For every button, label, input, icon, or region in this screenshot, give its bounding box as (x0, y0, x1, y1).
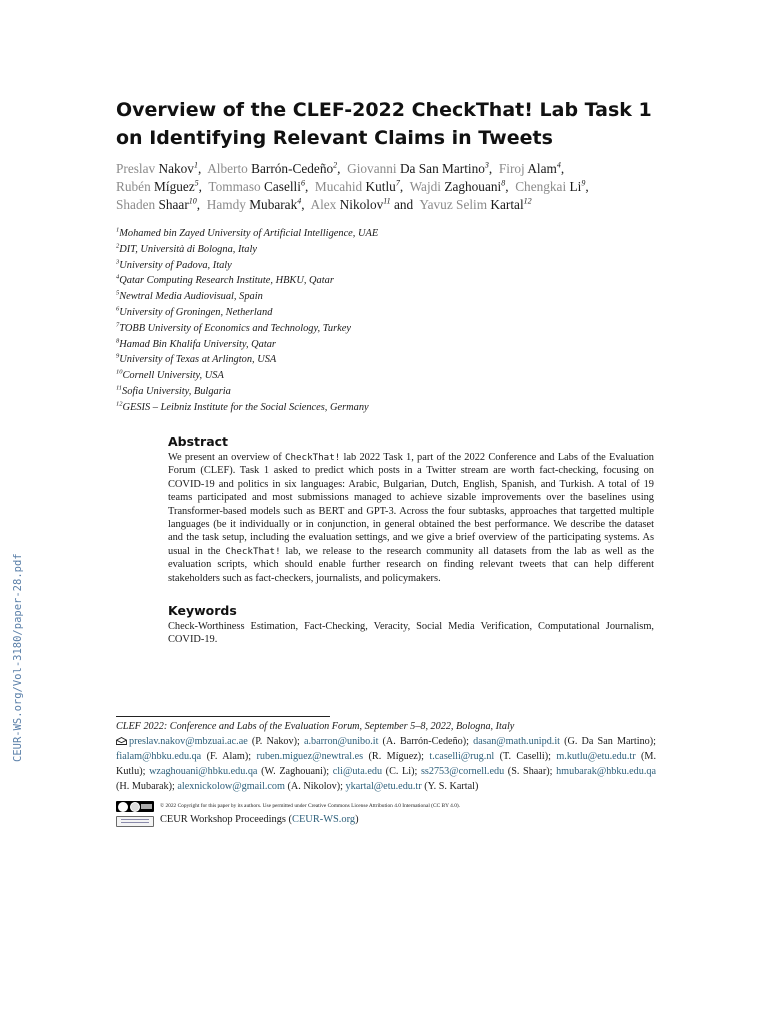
author-given-name: Shaden (116, 197, 156, 212)
author-line (116, 160, 676, 178)
email-link[interactable]: ykartal@etu.edu.tr (345, 780, 422, 792)
side-stamp-link[interactable]: CEUR-WS.org/Vol-3180/paper-28.pdf (12, 553, 24, 762)
author (116, 161, 207, 176)
affiliation-number: 1 (116, 226, 120, 234)
email-link[interactable]: preslav.nakov@mbzuai.ac.ae (129, 735, 248, 747)
author-affiliation-mark: 4 (297, 196, 302, 206)
author-family-name: Mubarak (249, 197, 298, 212)
author-given-name: Wajdi (409, 179, 441, 194)
email-link[interactable]: fialam@hbku.edu.qa (116, 750, 202, 762)
affiliation-text: Newtral Media Audiovisual, Spain (119, 291, 263, 303)
author-family-name: Zaghouani (444, 179, 502, 194)
affiliation (116, 226, 676, 242)
author-family-name: Nikolov (339, 197, 384, 212)
affiliation (116, 289, 676, 305)
affiliation-text: University of Groningen, Netherland (119, 306, 273, 318)
author-given-name: Rubén (116, 179, 151, 194)
author (207, 161, 347, 176)
author-affiliation-mark: 10 (188, 196, 197, 206)
affiliation (116, 273, 676, 289)
ceur-link[interactable]: CEUR-WS.org (292, 814, 356, 825)
author (347, 161, 499, 176)
author (116, 197, 207, 212)
email-owner: (Y. S. Kartal) (421, 780, 479, 792)
copyright-text: © 2022 Copyright for this paper by its authors. Use permitted under Creative Commons License Attribution 4.0 International (CC BY 4.0). (160, 803, 461, 809)
email-link[interactable]: dasan@math.unipd.it (473, 735, 561, 747)
author-affiliation-mark: 9 (581, 178, 586, 188)
affiliation-text: DIT, Università di Bologna, Italy (119, 243, 258, 255)
affiliation-number: 7 (116, 321, 120, 329)
affiliation-number: 2 (116, 242, 120, 250)
affiliation (116, 305, 676, 321)
author-affiliation-mark: 3 (484, 160, 489, 170)
author (310, 197, 419, 212)
ceur-logo-icon (116, 816, 154, 827)
affiliation-number: 12 (116, 400, 123, 408)
email-owner: (R. Míguez); (363, 750, 430, 762)
email-owner: (C. Li); (382, 765, 421, 777)
affiliation-text: Cornell University, USA (122, 370, 224, 382)
affiliation (116, 258, 676, 274)
author-family-name: Alam (527, 161, 557, 176)
ceur-close: ) (355, 814, 359, 825)
author-family-name: Kutlu (365, 179, 396, 194)
affiliation (116, 384, 676, 400)
author-family-name: Caselli (264, 179, 301, 194)
email-link[interactable]: hmubarak@hbku.edu.qa (556, 765, 656, 777)
affiliation-list (116, 226, 676, 416)
by-icon (130, 802, 140, 812)
email-link[interactable]: ss2753@cornell.edu (420, 765, 505, 777)
author-affiliation-mark: 4 (556, 160, 561, 170)
title-line-1: Overview of the CLEF-2022 CheckThat! Lab Task 1 (116, 99, 652, 121)
email-link[interactable]: alexnickolow@gmail.com (177, 780, 285, 792)
author-separator: , (399, 179, 410, 194)
abstract-part-3: lab, we release to the research community all datasets from the lab as well as the evaluation scripts, which should enable further research on finding relevant tweets that can help different stakeholders such as fact-checkers, journalists, and policymakers. (168, 545, 654, 584)
author-affiliation-mark: 2 (333, 160, 338, 170)
cc-icon (118, 802, 128, 812)
affiliation-text: GESIS – Leibniz Institute for the Social Sciences, Germany (122, 401, 369, 413)
abstract-lab-name-2: CheckThat! (225, 545, 281, 557)
affiliation-text: Qatar Computing Research Institute, HBKU, Qatar (119, 275, 334, 287)
affiliation-text: University of Texas at Arlington, USA (119, 354, 277, 366)
author (207, 197, 311, 212)
author-family-name: Nakov (158, 161, 194, 176)
affiliation (116, 368, 676, 384)
affiliation (116, 352, 676, 368)
author-list (116, 160, 676, 214)
author-affiliation-mark: 1 (193, 160, 198, 170)
email-owner: (G. Da San Martino); (560, 735, 657, 747)
abstract-heading: Abstract (168, 434, 229, 449)
email-owner: (S. Shaar); (504, 765, 557, 777)
affiliation-number: 3 (116, 258, 120, 266)
author-separator: , (304, 179, 315, 194)
author-given-name: Alex (310, 197, 337, 212)
footnote (116, 720, 656, 795)
email-owner: (H. Mubarak); (116, 780, 178, 792)
author (208, 179, 315, 194)
affiliation (116, 242, 676, 258)
author (419, 197, 531, 212)
author-separator: , (337, 161, 348, 176)
author (315, 179, 410, 194)
keywords-text: Check-Worthiness Estimation, Fact-Checking, Veracity, Social Media Verification, Computational Journalism, COVID-19. (168, 621, 654, 646)
author-affiliation-mark: 12 (523, 196, 532, 206)
author (515, 179, 588, 194)
author-affiliation-mark: 6 (300, 178, 305, 188)
affiliation-text: Sofia University, Bulgaria (122, 385, 231, 397)
affiliation (116, 321, 676, 337)
author-affiliation-mark: 7 (395, 178, 400, 188)
author-separator: , (560, 161, 565, 176)
email-link[interactable]: t.caselli@rug.nl (429, 750, 495, 762)
email-link[interactable]: m.kutlu@etu.edu.tr (556, 750, 636, 762)
author-line (116, 178, 676, 196)
abstract-part-1: We present an overview of (168, 452, 285, 463)
author-affiliation-mark: 5 (194, 178, 199, 188)
affiliation-number: 10 (116, 368, 123, 376)
author-given-name: Firoj (498, 161, 525, 176)
author-family-name: Shaar (158, 197, 189, 212)
author (499, 161, 564, 176)
author-separator: , (505, 179, 516, 194)
author-family-name: Li (569, 179, 582, 194)
affiliation-text: Mohamed bin Zayed University of Artificial Intelligence, UAE (119, 228, 379, 239)
author-given-name: Alberto (207, 161, 248, 176)
affiliation (116, 400, 676, 416)
author-given-name: Mucahid (314, 179, 363, 194)
email-link[interactable]: ruben.miguez@newtral.es (256, 750, 364, 762)
email-owner: (T. Caselli); (494, 750, 557, 762)
author-affiliation-mark: 11 (383, 196, 391, 206)
affiliation-text: University of Padova, Italy (119, 259, 232, 271)
affiliation-number: 6 (116, 305, 120, 313)
email-link[interactable]: cli@uta.edu (332, 765, 383, 777)
email-owner: (A. Nikolov); (284, 780, 346, 792)
conference-note: CLEF 2022: Conference and Labs of the Evaluation Forum, September 5–8, 2022, Bologna, Italy (116, 721, 515, 732)
email-link[interactable]: a.barron@unibo.it (303, 735, 379, 747)
ceur-row (116, 813, 676, 827)
author-family-name: Da San Martino (399, 161, 485, 176)
author-given-name: Preslav (116, 161, 156, 176)
abstract-text (168, 451, 654, 585)
author-separator: , (196, 197, 207, 212)
keywords-section (168, 603, 654, 647)
email-owner: (P. Nakov); (247, 735, 304, 747)
ceur-label: CEUR Workshop Proceedings ( (160, 814, 293, 825)
author-affiliation-mark: 8 (501, 178, 506, 188)
author-given-name: Chengkai (515, 179, 567, 194)
affiliation-text: Hamad Bin Khalifa University, Qatar (119, 338, 276, 350)
email-owner: (F. Alam); (201, 750, 257, 762)
footnote-rule (116, 716, 330, 717)
affiliation-text: TOBB University of Economics and Technology, Turkey (119, 322, 351, 334)
abstract-section (168, 434, 654, 585)
author (410, 179, 516, 194)
author-separator: , (585, 179, 589, 194)
author-separator: , (198, 179, 209, 194)
author-given-name: Giovanni (347, 161, 397, 176)
email-list (116, 735, 656, 795)
affiliation-number: 4 (116, 273, 120, 281)
paper-title (116, 96, 676, 152)
license-row (116, 800, 676, 812)
email-owner: (W. Zaghouani); (257, 765, 333, 777)
author-separator: , (301, 197, 311, 212)
author-separator: , (488, 161, 499, 176)
affiliation-number: 5 (116, 289, 120, 297)
author-separator: , (197, 161, 208, 176)
badge-bar (141, 804, 152, 809)
email-owner: (M. Kutlu); (116, 750, 657, 777)
keywords-heading: Keywords (168, 603, 237, 618)
author-line (116, 196, 676, 214)
abstract-lab-name-1: CheckThat! (284, 452, 341, 463)
email-link[interactable]: wzaghouani@hbku.edu.qa (149, 765, 258, 777)
author-separator: and (390, 197, 420, 212)
abstract-part-2: lab 2022 Task 1, part of the 2022 Conference and Labs of the Evaluation Forum (CLEF). Task 1 asked to predict which posts in a Twitter stream are worth fact-checking, focusing on COVID-19 and politics in six languages: Arabic, Bulgarian, Dutch, English, Spanish, and Turkish. A total of 19 teams participated and most submissions managed to achieve sizable improvements over the baselines using Transformer-based models such as BERT and GPT-3. Across the four subtasks, approaches that targetted multiple languages (be it individually or in conjunction, in general obtained the best performance. We describe the dataset and the task setup, including the evaluation settings, and we give a brief overview of the participating systems. As usual in the (168, 452, 655, 557)
affiliation (116, 337, 676, 353)
affiliation-number: 9 (116, 352, 120, 360)
email-owner: (A. Barrón-Cedeño); (378, 735, 474, 747)
author-given-name: Yavuz Selim (419, 197, 488, 212)
affiliation-number: 8 (116, 337, 120, 345)
author-given-name: Hamdy (206, 197, 246, 212)
affiliation-number: 11 (116, 384, 123, 392)
author (116, 179, 208, 194)
ceur-proceedings (160, 813, 359, 827)
author-given-name: Tommaso (208, 179, 261, 194)
envelope-icon (116, 737, 127, 745)
author-family-name: Kartal (490, 197, 524, 212)
author-family-name: Barrón-Cedeño (251, 161, 334, 176)
title-line-2: on Identifying Relevant Claims in Tweets (116, 127, 553, 149)
author-family-name: Míguez (154, 179, 195, 194)
cc-by-badge[interactable] (116, 801, 154, 812)
